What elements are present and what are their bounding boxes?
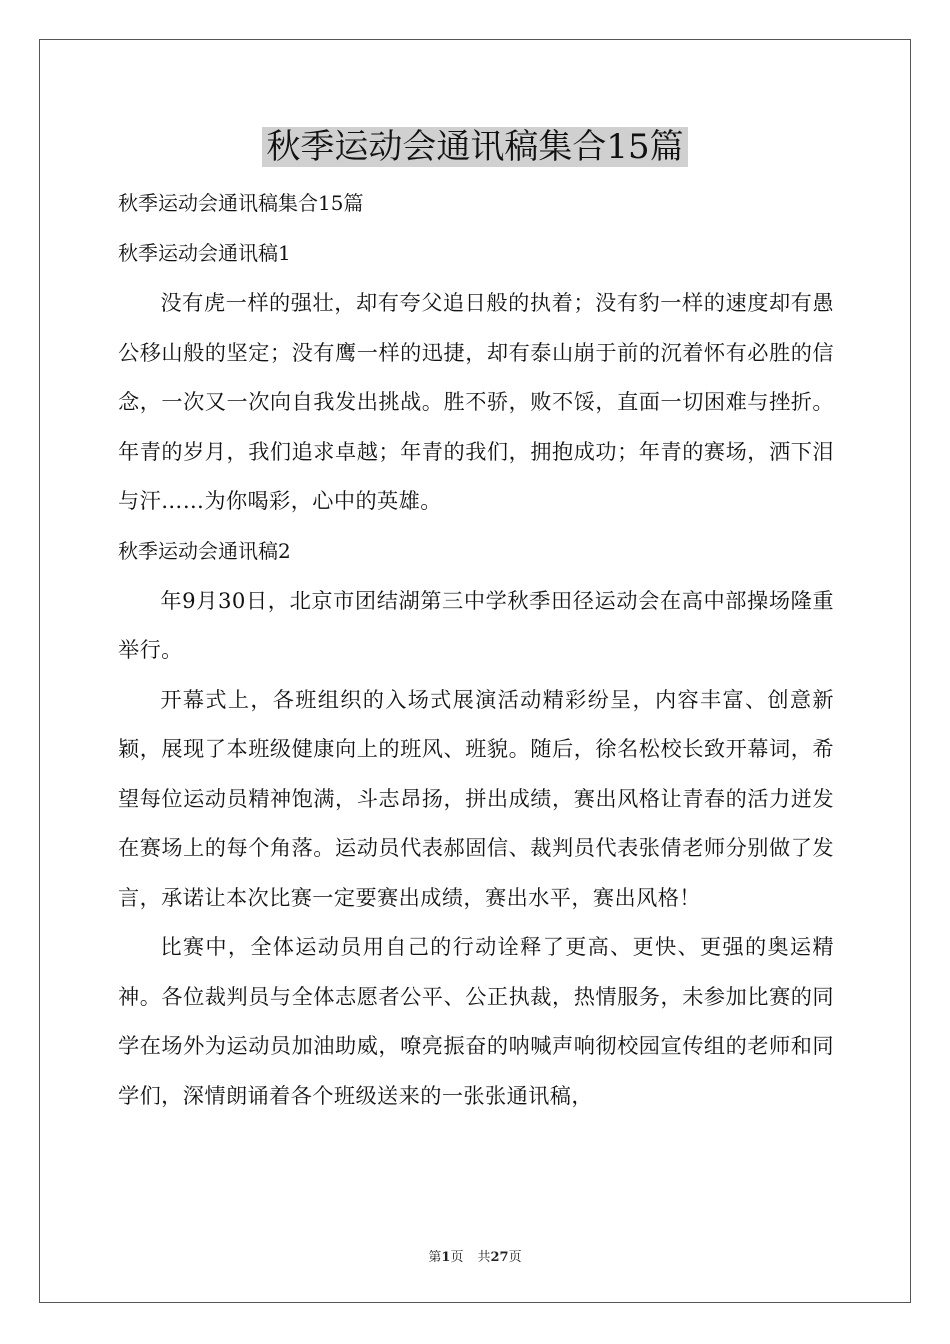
document-body bbox=[118, 178, 834, 1120]
page-prefix: 第 bbox=[428, 1250, 442, 1265]
section-2-paragraph-2: 开幕式上，各班组织的入场式展演活动精彩纷呈，内容丰富、创意新颖，展现了本班级健康向上的班风、班貌。随后，徐名松校长致开幕词，希望每位运动员精神饱满，斗志昂扬，拼出成绩，赛出风格让青春的活力迸发在赛场上的每个角落。运动员代表郝固信、裁判员代表张倩老师分别做了发言，承诺让本次比赛一定要赛出成绩，赛出水平，赛出风格！ bbox=[118, 686, 834, 910]
page-total: 27 bbox=[490, 1250, 509, 1265]
document-title bbox=[0, 122, 950, 172]
section-2-paragraph-3: 比赛中，全体运动员用自己的行动诠释了更高、更快、更强的奥运精神。各位裁判员与全体志愿者公平、公正执裁，热情服务，未参加比赛的同学在场外为运动员加油助威，嘹亮振奋的呐喊声响彻校园宣传组的老师和同学们，深情朗诵着各个班级送来的一张张通讯稿， bbox=[118, 934, 834, 1108]
document-subtitle: 秋季运动会通讯稿集合15篇 bbox=[118, 191, 364, 215]
total-suffix: 页 bbox=[508, 1250, 522, 1265]
total-prefix: 共 bbox=[477, 1250, 491, 1265]
section-heading-2: 秋季运动会通讯稿2 bbox=[118, 538, 291, 563]
section-heading-1: 秋季运动会通讯稿1 bbox=[118, 241, 291, 265]
section-2-paragraph-1: 年9月30日，北京市团结湖第三中学秋季田径运动会在高中部操场隆重举行。 bbox=[118, 587, 834, 662]
document-title-text: 秋季运动会通讯稿集合15篇 bbox=[262, 127, 687, 167]
page-footer bbox=[0, 1246, 950, 1265]
page-suffix: 页 bbox=[450, 1250, 464, 1265]
page-current: 1 bbox=[441, 1250, 451, 1265]
section-1-paragraph-1: 没有虎一样的强壮，却有夸父追日般的执着；没有豹一样的速度却有愚公移山般的坚定；没有鹰一样的迅捷，却有泰山崩于前的沉着怀有必胜的信念，一次又一次向自我发出挑战。胜不骄，败不馁，直面一切困难与挫折。年青的岁月，我们追求卓越；年青的我们，拥抱成功；年青的赛场，洒下泪与汗……为你喝彩，心中的英雄。 bbox=[118, 290, 834, 513]
